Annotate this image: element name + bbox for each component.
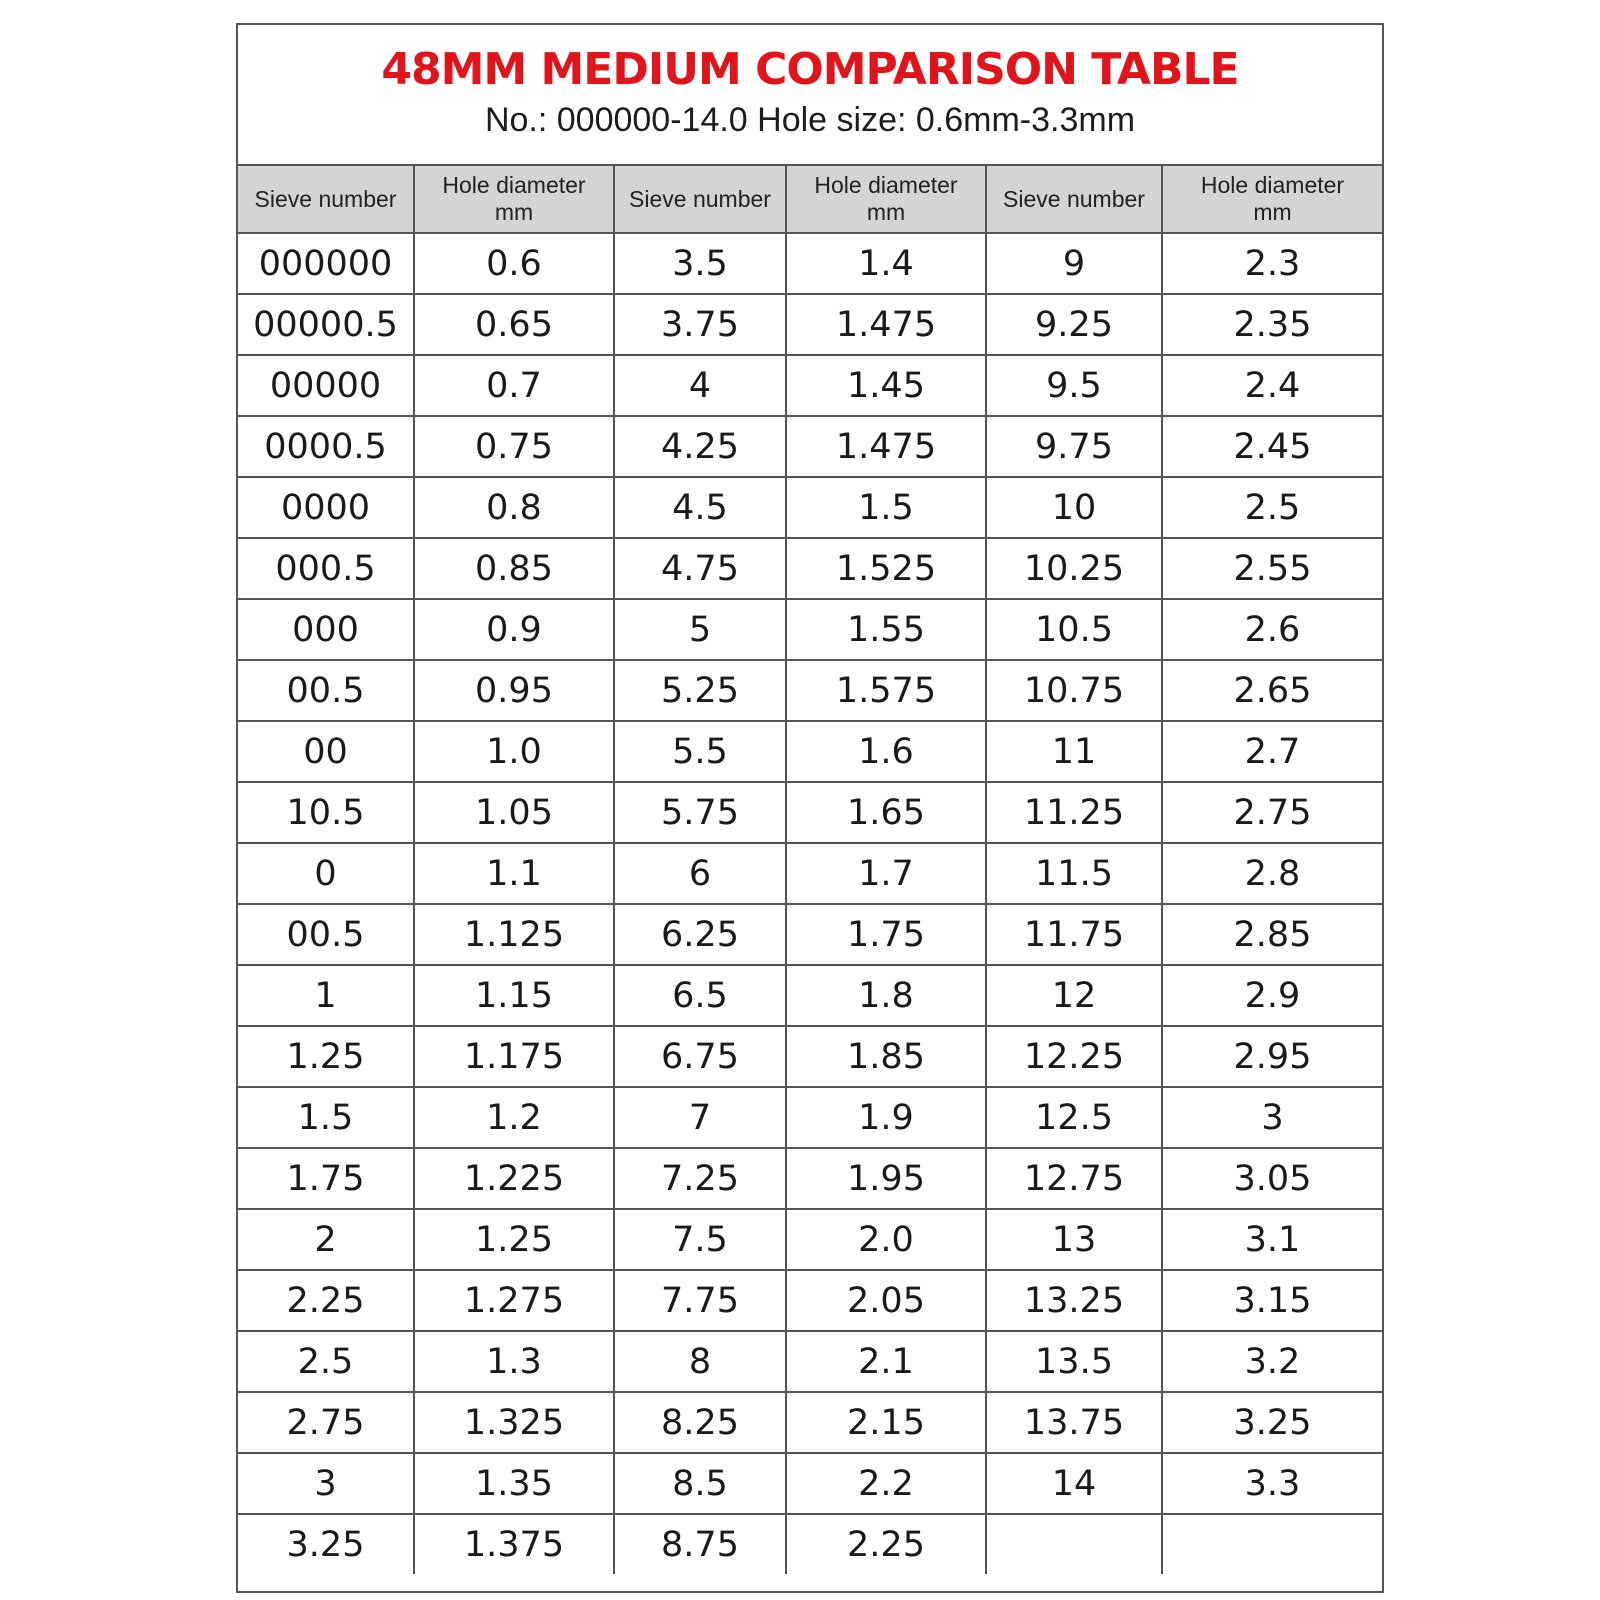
hole-diameter-cell <box>1162 1514 1382 1574</box>
table-header-block <box>238 25 1382 166</box>
sieve-number-cell: 12.25 <box>986 1026 1162 1087</box>
hole-diameter-cell: 3.2 <box>1162 1331 1382 1392</box>
hole-diameter-cell: 0.85 <box>414 538 614 599</box>
sieve-number-cell: 5.5 <box>614 721 786 782</box>
hole-diameter-cell: 2.15 <box>786 1392 986 1453</box>
hole-diameter-cell: 1.15 <box>414 965 614 1026</box>
column-header: Sieve number <box>238 166 414 233</box>
hole-diameter-cell: 1.225 <box>414 1148 614 1209</box>
hole-diameter-cell: 2.1 <box>786 1331 986 1392</box>
hole-diameter-cell: 1.1 <box>414 843 614 904</box>
hole-diameter-cell: 1.0 <box>414 721 614 782</box>
hole-diameter-cell: 0.6 <box>414 233 614 294</box>
hole-diameter-cell: 1.55 <box>786 599 986 660</box>
sieve-number-cell: 4.25 <box>614 416 786 477</box>
hole-diameter-cell: 3.3 <box>1162 1453 1382 1514</box>
table-row <box>238 1514 1382 1574</box>
sieve-number-cell: 00.5 <box>238 660 414 721</box>
table-row <box>238 1453 1382 1514</box>
sieve-number-cell: 00.5 <box>238 904 414 965</box>
sieve-number-cell: 4.5 <box>614 477 786 538</box>
hole-diameter-cell: 1.75 <box>786 904 986 965</box>
sieve-number-cell: 00 <box>238 721 414 782</box>
sieve-number-cell: 8.75 <box>614 1514 786 1574</box>
hole-diameter-cell: 2.6 <box>1162 599 1382 660</box>
hole-diameter-cell: 2.65 <box>1162 660 1382 721</box>
hole-diameter-cell: 3.25 <box>1162 1392 1382 1453</box>
table-body <box>238 233 1382 1574</box>
hole-diameter-cell: 1.475 <box>786 294 986 355</box>
hole-diameter-cell: 1.375 <box>414 1514 614 1574</box>
sieve-number-cell <box>986 1514 1162 1574</box>
hole-diameter-cell: 1.4 <box>786 233 986 294</box>
table-row <box>238 1148 1382 1209</box>
sieve-number-cell: 2.75 <box>238 1392 414 1453</box>
hole-diameter-cell: 1.7 <box>786 843 986 904</box>
column-header: Sieve number <box>986 166 1162 233</box>
table-row <box>238 599 1382 660</box>
table-row <box>238 294 1382 355</box>
sieve-number-cell: 1.25 <box>238 1026 414 1087</box>
hole-diameter-cell: 0.65 <box>414 294 614 355</box>
column-header: Hole diameter mm <box>414 166 614 233</box>
hole-diameter-cell: 0.7 <box>414 355 614 416</box>
hole-diameter-cell: 2.55 <box>1162 538 1382 599</box>
column-header: Hole diameter mm <box>1162 166 1382 233</box>
hole-diameter-cell: 2.7 <box>1162 721 1382 782</box>
hole-diameter-cell: 0.95 <box>414 660 614 721</box>
hole-diameter-cell: 1.6 <box>786 721 986 782</box>
sieve-number-cell: 11 <box>986 721 1162 782</box>
hole-diameter-cell: 2.05 <box>786 1270 986 1331</box>
hole-diameter-cell: 2.35 <box>1162 294 1382 355</box>
sieve-number-cell: 13.75 <box>986 1392 1162 1453</box>
hole-diameter-cell: 3 <box>1162 1087 1382 1148</box>
sieve-number-cell: 9.5 <box>986 355 1162 416</box>
sieve-number-cell: 13.5 <box>986 1331 1162 1392</box>
sieve-number-cell: 5 <box>614 599 786 660</box>
comparison-table-sheet <box>236 23 1384 1593</box>
hole-diameter-cell: 1.2 <box>414 1087 614 1148</box>
sieve-number-cell: 10.5 <box>238 782 414 843</box>
hole-diameter-cell: 2.4 <box>1162 355 1382 416</box>
hole-diameter-cell: 1.8 <box>786 965 986 1026</box>
sieve-number-cell: 8.25 <box>614 1392 786 1453</box>
sieve-number-cell: 12 <box>986 965 1162 1026</box>
hole-diameter-cell: 1.175 <box>414 1026 614 1087</box>
hole-diameter-cell: 1.45 <box>786 355 986 416</box>
sieve-number-cell: 8.5 <box>614 1453 786 1514</box>
hole-diameter-cell: 1.275 <box>414 1270 614 1331</box>
hole-diameter-cell: 1.85 <box>786 1026 986 1087</box>
sieve-number-cell: 5.75 <box>614 782 786 843</box>
sieve-number-cell: 11.25 <box>986 782 1162 843</box>
hole-diameter-cell: 2.85 <box>1162 904 1382 965</box>
hole-diameter-cell: 1.65 <box>786 782 986 843</box>
sieve-number-cell: 14 <box>986 1453 1162 1514</box>
sieve-number-cell: 6 <box>614 843 786 904</box>
sieve-number-cell: 000.5 <box>238 538 414 599</box>
sieve-comparison-table <box>238 166 1382 1574</box>
sieve-number-cell: 12.5 <box>986 1087 1162 1148</box>
sieve-number-cell: 7 <box>614 1087 786 1148</box>
hole-diameter-cell: 1.575 <box>786 660 986 721</box>
hole-diameter-cell: 2.25 <box>786 1514 986 1574</box>
table-row <box>238 843 1382 904</box>
hole-diameter-cell: 1.125 <box>414 904 614 965</box>
sieve-number-cell: 000 <box>238 599 414 660</box>
table-row <box>238 904 1382 965</box>
table-row <box>238 477 1382 538</box>
table-row <box>238 416 1382 477</box>
hole-diameter-cell: 2.2 <box>786 1453 986 1514</box>
sieve-number-cell: 1.75 <box>238 1148 414 1209</box>
hole-diameter-cell: 0.75 <box>414 416 614 477</box>
hole-diameter-cell: 1.3 <box>414 1331 614 1392</box>
sieve-number-cell: 10 <box>986 477 1162 538</box>
table-row <box>238 1270 1382 1331</box>
sieve-number-cell: 1.5 <box>238 1087 414 1148</box>
sieve-number-cell: 7.5 <box>614 1209 786 1270</box>
table-row <box>238 538 1382 599</box>
hole-diameter-cell: 2.3 <box>1162 233 1382 294</box>
sieve-number-cell: 4 <box>614 355 786 416</box>
sieve-number-cell: 3.75 <box>614 294 786 355</box>
sieve-number-cell: 2 <box>238 1209 414 1270</box>
sieve-number-cell: 11.75 <box>986 904 1162 965</box>
hole-diameter-cell: 1.05 <box>414 782 614 843</box>
hole-diameter-cell: 2.45 <box>1162 416 1382 477</box>
sieve-number-cell: 3.25 <box>238 1514 414 1574</box>
sieve-number-cell: 10.75 <box>986 660 1162 721</box>
hole-diameter-cell: 3.15 <box>1162 1270 1382 1331</box>
sieve-number-cell: 13.25 <box>986 1270 1162 1331</box>
sieve-number-cell: 1 <box>238 965 414 1026</box>
sieve-number-cell: 000000 <box>238 233 414 294</box>
sieve-number-cell: 6.75 <box>614 1026 786 1087</box>
table-row <box>238 660 1382 721</box>
hole-diameter-cell: 1.5 <box>786 477 986 538</box>
sieve-number-cell: 10.25 <box>986 538 1162 599</box>
sieve-number-cell: 2.5 <box>238 1331 414 1392</box>
sieve-number-cell: 11.5 <box>986 843 1162 904</box>
sieve-number-cell: 5.25 <box>614 660 786 721</box>
hole-diameter-cell: 2.8 <box>1162 843 1382 904</box>
hole-diameter-cell: 1.325 <box>414 1392 614 1453</box>
sieve-number-cell: 9.25 <box>986 294 1162 355</box>
sieve-number-cell: 6.25 <box>614 904 786 965</box>
table-row <box>238 1392 1382 1453</box>
table-row <box>238 1087 1382 1148</box>
sieve-number-cell: 7.75 <box>614 1270 786 1331</box>
sieve-number-cell: 10.5 <box>986 599 1162 660</box>
sieve-number-cell: 3.5 <box>614 233 786 294</box>
hole-diameter-cell: 0.9 <box>414 599 614 660</box>
hole-diameter-cell: 1.25 <box>414 1209 614 1270</box>
hole-diameter-cell: 1.9 <box>786 1087 986 1148</box>
hole-diameter-cell: 2.5 <box>1162 477 1382 538</box>
hole-diameter-cell: 1.95 <box>786 1148 986 1209</box>
hole-diameter-cell: 2.95 <box>1162 1026 1382 1087</box>
sieve-number-cell: 12.75 <box>986 1148 1162 1209</box>
table-row <box>238 233 1382 294</box>
table-row <box>238 1331 1382 1392</box>
hole-diameter-cell: 3.1 <box>1162 1209 1382 1270</box>
hole-diameter-cell: 1.475 <box>786 416 986 477</box>
table-row <box>238 721 1382 782</box>
sieve-number-cell: 00000.5 <box>238 294 414 355</box>
table-row <box>238 355 1382 416</box>
hole-diameter-cell: 3.05 <box>1162 1148 1382 1209</box>
hole-diameter-cell: 2.0 <box>786 1209 986 1270</box>
hole-diameter-cell: 1.525 <box>786 538 986 599</box>
sieve-number-cell: 9 <box>986 233 1162 294</box>
hole-diameter-cell: 2.9 <box>1162 965 1382 1026</box>
sieve-number-cell: 9.75 <box>986 416 1162 477</box>
sieve-number-cell: 13 <box>986 1209 1162 1270</box>
column-header: Hole diameter mm <box>786 166 986 233</box>
column-header-row <box>238 166 1382 233</box>
sieve-number-cell: 2.25 <box>238 1270 414 1331</box>
table-row <box>238 1209 1382 1270</box>
column-header: Sieve number <box>614 166 786 233</box>
sieve-number-cell: 0000.5 <box>238 416 414 477</box>
sieve-number-cell: 7.25 <box>614 1148 786 1209</box>
sieve-number-cell: 00000 <box>238 355 414 416</box>
sieve-number-cell: 3 <box>238 1453 414 1514</box>
hole-diameter-cell: 0.8 <box>414 477 614 538</box>
table-row <box>238 1026 1382 1087</box>
table-title: 48MM MEDIUM COMPARISON TABLE <box>381 44 1239 95</box>
table-row <box>238 782 1382 843</box>
sieve-number-cell: 0 <box>238 843 414 904</box>
sieve-number-cell: 0000 <box>238 477 414 538</box>
table-row <box>238 965 1382 1026</box>
hole-diameter-cell: 1.35 <box>414 1453 614 1514</box>
sieve-number-cell: 6.5 <box>614 965 786 1026</box>
sieve-number-cell: 8 <box>614 1331 786 1392</box>
hole-diameter-cell: 2.75 <box>1162 782 1382 843</box>
sieve-number-cell: 4.75 <box>614 538 786 599</box>
table-subtitle: No.: 000000-14.0 Hole size: 0.6mm-3.3mm <box>484 101 1136 139</box>
